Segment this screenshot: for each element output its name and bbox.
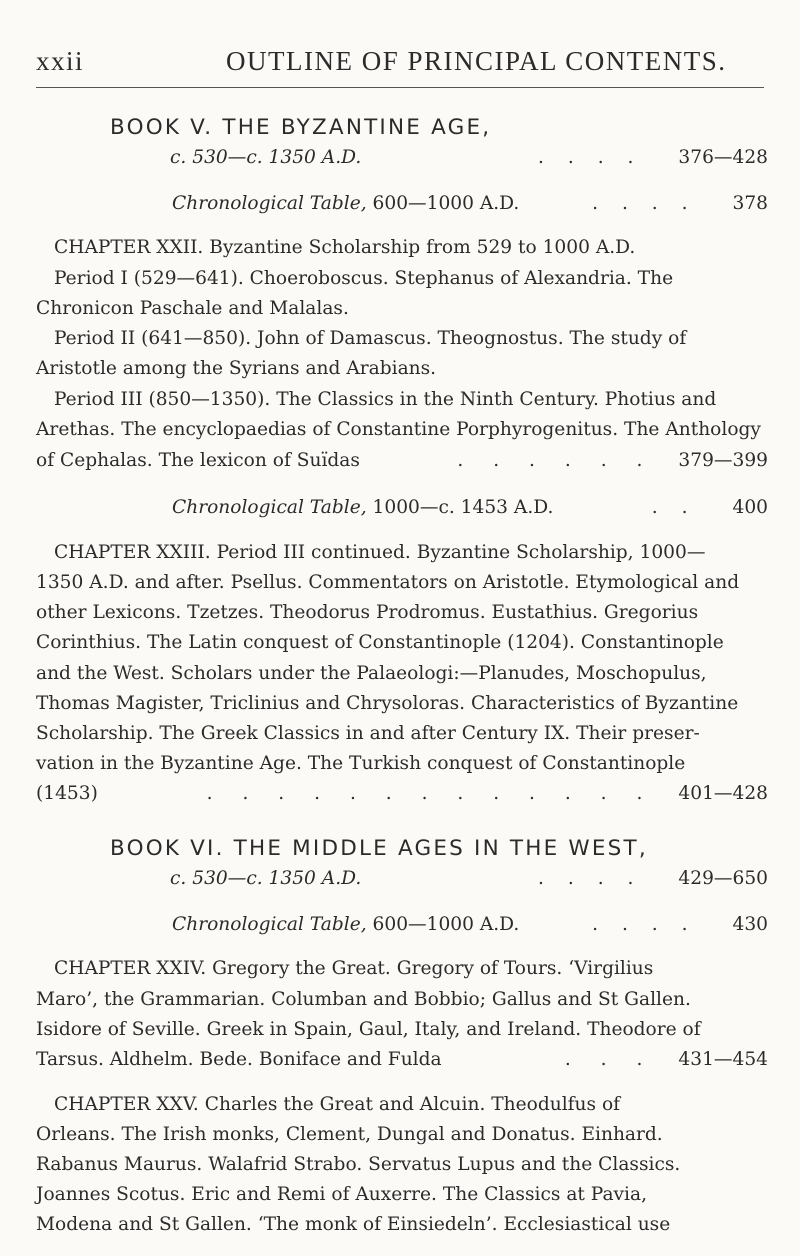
book-6-dates: c. 530—c. 1350 A.D. xyxy=(170,868,362,889)
ch23-line: CHAPTER XXIII. Period III continued. Byzantine Scholarship, 1000— xyxy=(54,542,706,563)
ch22-line: Chronicon Paschale and Malalas. xyxy=(36,298,349,319)
ch22-line: Aristotle among the Syrians and Arabians. xyxy=(36,358,437,379)
chrono-range: 600—1000 A.D. xyxy=(372,193,520,214)
book-5-chrono-line xyxy=(172,189,768,218)
ch23-line: and the West. Scholars under the Palaeologi:—Planudes, Moschopulus, xyxy=(36,663,707,684)
book-5-title: BOOK V. THE BYZANTINE AGE, xyxy=(110,115,492,140)
ch24-last-line xyxy=(36,1045,768,1074)
leader-dots: . . . . xyxy=(592,914,697,935)
ch25-line: CHAPTER XXV. Charles the Great and Alcuin. Theodulfus of xyxy=(54,1094,621,1115)
ch23-line: Scholarship. The Greek Classics in and after Century IX. Their preser- xyxy=(36,723,700,744)
ch22-line: of Cephalas. The lexicon of Suïdas xyxy=(36,450,360,471)
book-6-pages: 429—650 xyxy=(678,868,768,889)
ch25-line: Rabanus Maurus. Walafrid Strabo. Servatus Lupus and the Classics. xyxy=(36,1154,681,1175)
chrono-page: 430 xyxy=(732,914,768,935)
chrono-label: Chronological Table, xyxy=(172,497,367,518)
chrono-range: 1000—c. 1453 A.D. xyxy=(372,497,554,518)
ch22-line: Period II (641—850). John of Damascus. Theognostus. The study of xyxy=(54,328,687,349)
ch24-pages: 431—454 xyxy=(678,1049,768,1070)
running-title: OUTLINE OF PRINCIPAL CONTENTS. xyxy=(226,46,727,76)
leader-dots: . . . . . . xyxy=(457,450,655,471)
ch23-last-line xyxy=(36,779,768,808)
page-folio: xxii xyxy=(36,46,85,76)
ch22-line: Period III (850—1350). The Classics in the Ninth Century. Photius and xyxy=(54,389,717,410)
ch25-line: Orleans. The Irish monks, Clement, Dungal and Donatus. Einhard. xyxy=(36,1124,663,1145)
leader-dots: . . . . xyxy=(538,868,643,889)
ch23-pages: 401—428 xyxy=(678,783,768,804)
book-5-pages: 376—428 xyxy=(678,147,768,168)
ch24-line: Isidore of Seville. Greek in Spain, Gaul, Italy, and Ireland. Theodore of xyxy=(36,1019,701,1040)
chrono-label: Chronological Table, xyxy=(172,914,367,935)
ch24-line: Maro’, the Grammarian. Columban and Bobbio; Gallus and St Gallen. xyxy=(36,989,691,1010)
ch23-line: vation in the Byzantine Age. The Turkish conquest of Constantinople xyxy=(36,753,686,774)
ch22-line: CHAPTER XXII. Byzantine Scholarship from 529 to 1000 A.D. xyxy=(54,237,636,258)
book-6-dates-line xyxy=(170,864,768,893)
book-6-chrono-line xyxy=(172,910,768,939)
ch24-line: CHAPTER XXIV. Gregory the Great. Gregory of Tours. ‘Virgilius xyxy=(54,958,654,979)
ch22-pages: 379—399 xyxy=(678,450,768,471)
ch25-line: Joannes Scotus. Eric and Remi of Auxerre. The Classics at Pavia, xyxy=(36,1184,647,1205)
ch22-line: Period I (529—641). Choeroboscus. Stephanus of Alexandria. The xyxy=(54,268,674,289)
leader-dots: . . . . xyxy=(538,147,643,168)
ch22-last-line xyxy=(36,446,768,475)
leader-dots: . . . . xyxy=(592,193,697,214)
header-rule xyxy=(36,87,764,88)
book-5-dates: c. 530—c. 1350 A.D. xyxy=(170,147,362,168)
chrono-label: Chronological Table, xyxy=(172,193,367,214)
ch25-line: Modena and St Gallen. ‘The monk of Einsiedeln’. Ecclesiastical use xyxy=(36,1214,671,1235)
ch23-line: (1453) xyxy=(36,783,98,804)
ch23-line: other Lexicons. Tzetzes. Theodorus Prodromus. Eustathius. Gregorius xyxy=(36,602,699,623)
chrono-2-line xyxy=(172,493,768,522)
leader-dots: . . . xyxy=(564,1049,655,1070)
leader-dots: . . . . . . . . . . . . . xyxy=(206,783,655,804)
ch23-line: Corinthius. The Latin conquest of Constantinople (1204). Constantinople xyxy=(36,632,724,653)
leader-dots: . . xyxy=(651,497,697,518)
ch22-line: Arethas. The encyclopaedias of Constantine Porphyrogenitus. The Anthology xyxy=(36,419,761,440)
chrono-page: 378 xyxy=(732,193,768,214)
ch23-line: Thomas Magister, Triclinius and Chrysoloras. Characteristics of Byzantine xyxy=(36,693,739,714)
chrono-range: 600—1000 A.D. xyxy=(372,914,520,935)
book-6-title: BOOK VI. THE MIDDLE AGES IN THE WEST, xyxy=(110,836,648,861)
chrono-page: 400 xyxy=(732,497,768,518)
ch24-line: Tarsus. Aldhelm. Bede. Boniface and Fulda xyxy=(36,1049,442,1070)
ch23-line: 1350 A.D. and after. Psellus. Commentators on Aristotle. Etymological and xyxy=(36,572,740,593)
running-head xyxy=(36,38,764,76)
book-5-dates-line xyxy=(170,143,768,172)
